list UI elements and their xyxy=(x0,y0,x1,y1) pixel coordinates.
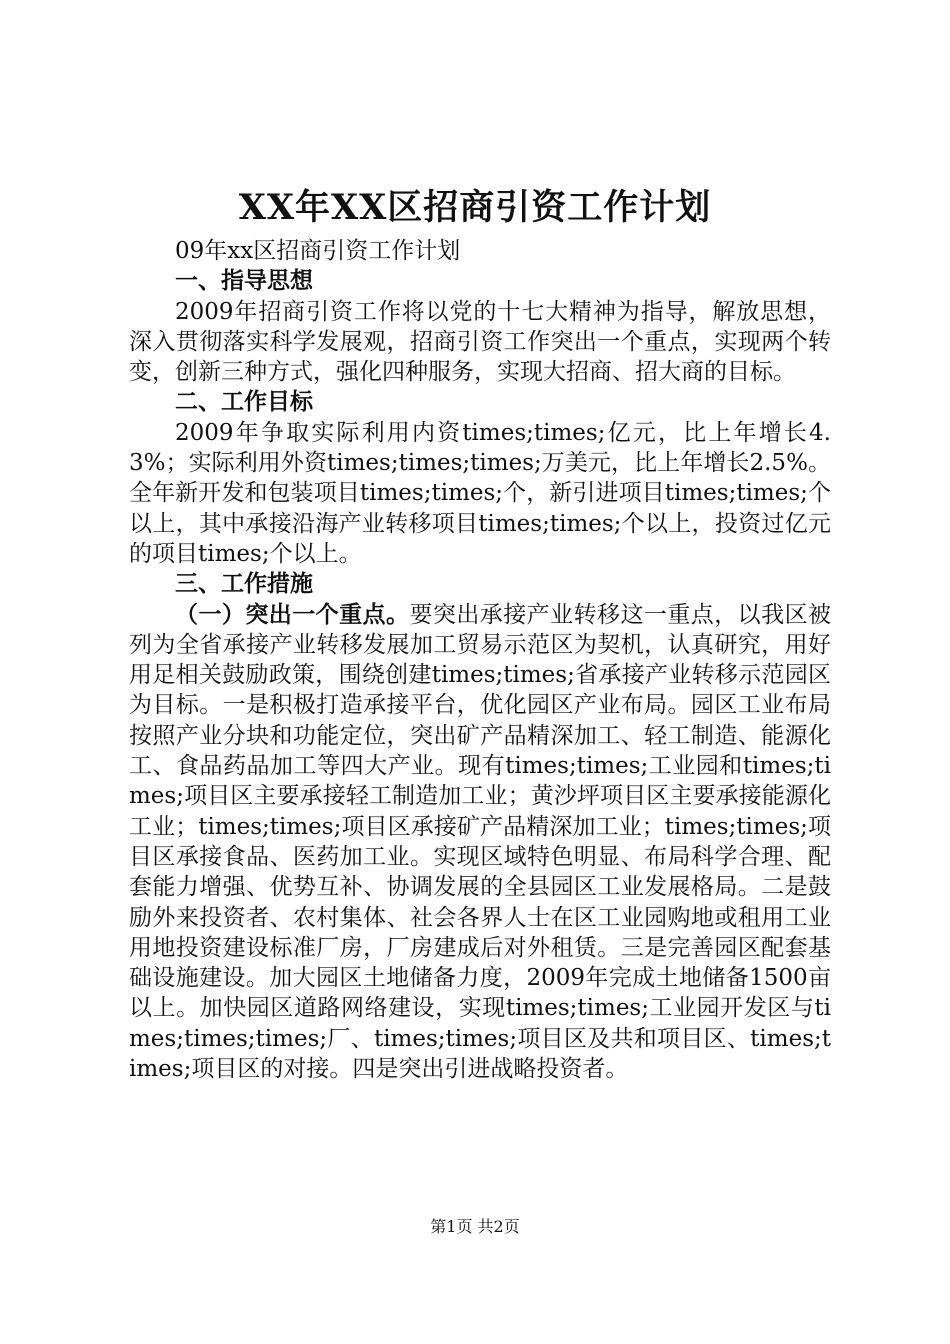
measure-item-lead: （一）突出一个重点。 xyxy=(175,601,410,628)
paragraph-work-goals: 2009年争取实际利用内资times;times;亿元，比上年增长4.3%；实际利用外资times;times;times;万美元，比上年增长2.5%。全年新开发和包装项目times;times;个，新引进项目times;times;个以上，其中承接沿海产业转移项目times;times;个以上，投资过亿元的项目times;个以上。 xyxy=(129,419,831,567)
paragraph-work-measures xyxy=(129,600,831,1085)
measure-item-text: 要突出承接产业转移这一重点，以我区被列为全省承接产业转移发展加工贸易示范区为契机，认真研究，用好用足相关鼓励政策，围绕创建times;times;省承接产业转移示范园区为目标。一是积极打造承接平台，优化园区产业布局。园区工业布局按照产业分块和功能定位，突出矿产品精深加工、轻工制造、能源化工、食品药品加工等四大产业。现有times;times;工业园和times;times;项目区主要承接轻工制造加工业；黄沙坪项目区主要承接能源化工业；times;times;项目区承接矿产品精深加工业；times;times;项目区承接食品、医药加工业。实现区域特色明显、布局科学合理、配套能力增强、优势互补、协调发展的全县园区工业发展格局。二是鼓励外来投资者、农村集体、社会各界人士在区工业园购地或租用工业用地投资建设标准厂房，厂房建成后对外租赁。三是完善园区配套基础设施建设。加大园区土地储备力度，2009年完成土地储备1500亩以上。加快园区道路网络建设，实现times;times;工业园开发区与times;times;times;厂、times;times;项目区及共和项目区、times;times;项目区的对接。四是突出引进战略投资者。 xyxy=(129,601,832,1083)
document-title: XX年XX区招商引资工作计划 xyxy=(238,187,712,228)
section-heading-work-measures: 三、工作措施 xyxy=(175,571,313,598)
document-subtitle: 09年xx区招商引资工作计划 xyxy=(175,238,461,264)
paragraph-guiding-thought: 2009年招商引资工作将以党的十七大精神为指导，解放思想，深入贯彻落实科学发展观，招商引资工作突出一个重点，实现两个转变，创新三种方式，强化四种服务，实现大招商、招大商的目标。 xyxy=(129,298,831,386)
page-number-footer: 第1页 共2页 xyxy=(430,1217,520,1236)
section-heading-guiding-thought: 一、指导思想 xyxy=(175,268,313,295)
document-body xyxy=(129,236,831,1084)
section-heading-work-goals: 二、工作目标 xyxy=(175,389,313,416)
